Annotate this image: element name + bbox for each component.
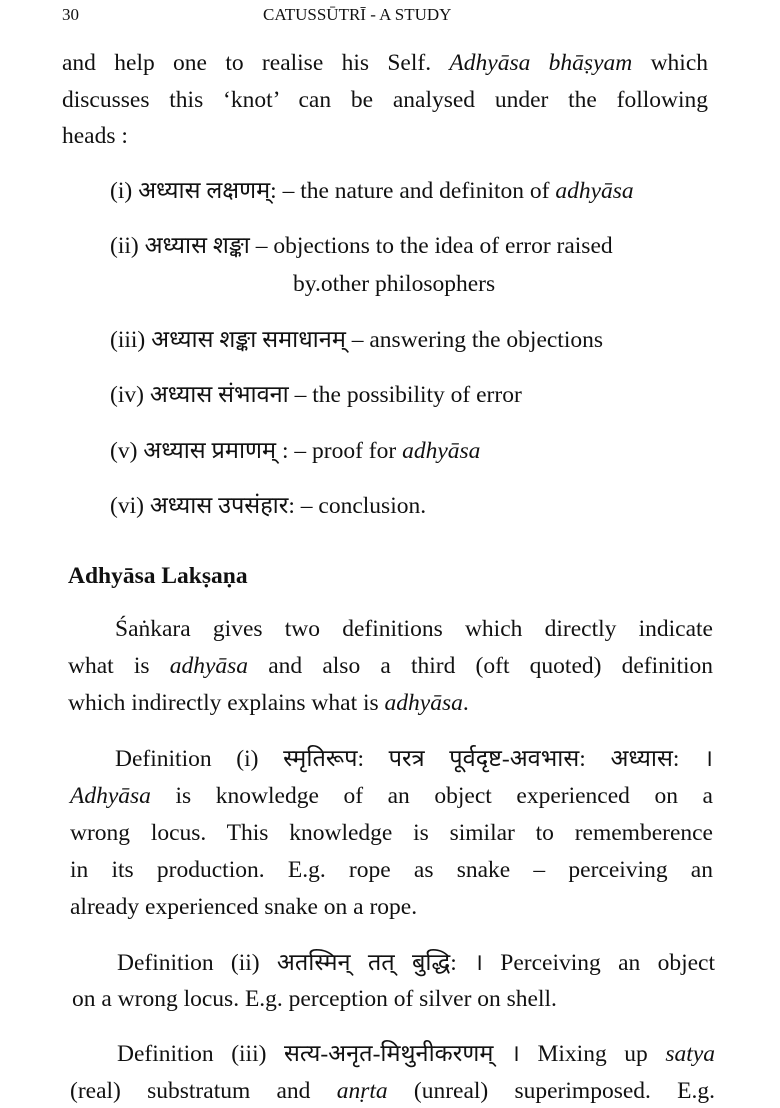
def2-line-1: Definition (ii) अतस्मिन् तत् बुद्धि: । Perceiving an object	[117, 950, 715, 976]
head-item-3	[110, 325, 603, 355]
sanskrit: अध्यास लक्षणम्:	[138, 178, 277, 204]
num: (v)	[110, 438, 138, 464]
italic-term: adhyāsa	[555, 178, 634, 204]
intro-line-3: heads :	[62, 123, 128, 149]
italic-term: Adhyāsa	[70, 783, 151, 809]
text: what is	[68, 653, 170, 679]
p1-line-3	[68, 688, 469, 718]
head-item-5	[110, 436, 480, 466]
italic-term: Adhyāsa bhāṣyam	[449, 50, 633, 76]
italic-term: adhyāsa	[402, 438, 481, 464]
text: .	[462, 690, 469, 716]
num: (iv)	[110, 382, 144, 408]
italic-term: anṛta	[336, 1078, 388, 1104]
def3-line-1	[117, 1039, 715, 1069]
text: Definition (iii) सत्य-अनृत-मिथुनीकरणम् । Mixing up	[117, 1041, 666, 1067]
text: – the possibility of error	[288, 382, 522, 408]
sanskrit: अध्यास शङ्का	[144, 233, 250, 259]
num: (vi)	[110, 493, 144, 519]
text: (unreal) superimposed. E.g.	[387, 1078, 715, 1104]
intro-line-1	[62, 48, 708, 78]
text: – the nature and definiton of	[276, 178, 556, 204]
text: – proof for	[288, 438, 403, 464]
def1-line-1: Definition (i) स्मृतिरूप: परत्र पूर्वदृष्ट-अवभास: अध्यास: ।	[115, 746, 713, 772]
def2-line-2: on a wrong locus. E.g. perception of silver on shell.	[72, 986, 557, 1012]
text: which indirectly explains what is	[68, 690, 385, 716]
head-item-1	[110, 176, 634, 206]
def1-line-2	[70, 781, 713, 811]
italic-term: satya	[665, 1041, 715, 1067]
def1-line-3: wrong locus. This knowledge is similar to rememberence	[70, 820, 713, 846]
text: – answering the objections	[345, 327, 604, 353]
page-number: 30	[62, 5, 79, 24]
sanskrit: अध्यास प्रमाणम् :	[143, 438, 289, 464]
def3-line-2	[70, 1076, 715, 1106]
num: (iii)	[110, 327, 146, 353]
text: which	[632, 50, 708, 76]
head-item-2-cont: by.other philosophers	[293, 271, 496, 297]
text: and also a third (oft quoted) definition	[248, 653, 713, 679]
num: (i)	[110, 178, 133, 204]
text: (real) substratum and	[70, 1078, 337, 1104]
def1-line-4: in its production. E.g. rope as snake – perceiving an	[70, 857, 713, 883]
running-title: CATUSSŪTRĪ - A STUDY	[263, 5, 452, 24]
p1-line-2	[68, 651, 713, 681]
head-item-6	[110, 491, 426, 521]
sanskrit: अध्यास उपसंहार:	[149, 493, 295, 519]
text: is knowledge of an object experienced on a	[150, 783, 713, 809]
text: – objections to the idea of error raised	[249, 233, 613, 259]
sanskrit: अध्यास संभावना	[149, 382, 289, 408]
num: (ii)	[110, 233, 139, 259]
italic-term: adhyāsa	[384, 690, 463, 716]
section-heading: Adhyāsa Lakṣaṇa	[68, 563, 248, 589]
def1-line-5: already experienced snake on a rope.	[70, 894, 418, 920]
sanskrit: अध्यास शङ्का समाधानम्	[151, 327, 346, 353]
text: – conclusion.	[294, 493, 427, 519]
head-item-4	[110, 380, 522, 410]
italic-term: adhyāsa	[169, 653, 249, 679]
text: and help one to realise his Self.	[62, 50, 450, 76]
intro-line-2: discusses this ‘knot’ can be analysed under the following	[62, 87, 708, 113]
head-item-2	[110, 231, 613, 261]
p1-line-1: Śaṅkara gives two definitions which directly indicate	[115, 616, 713, 642]
